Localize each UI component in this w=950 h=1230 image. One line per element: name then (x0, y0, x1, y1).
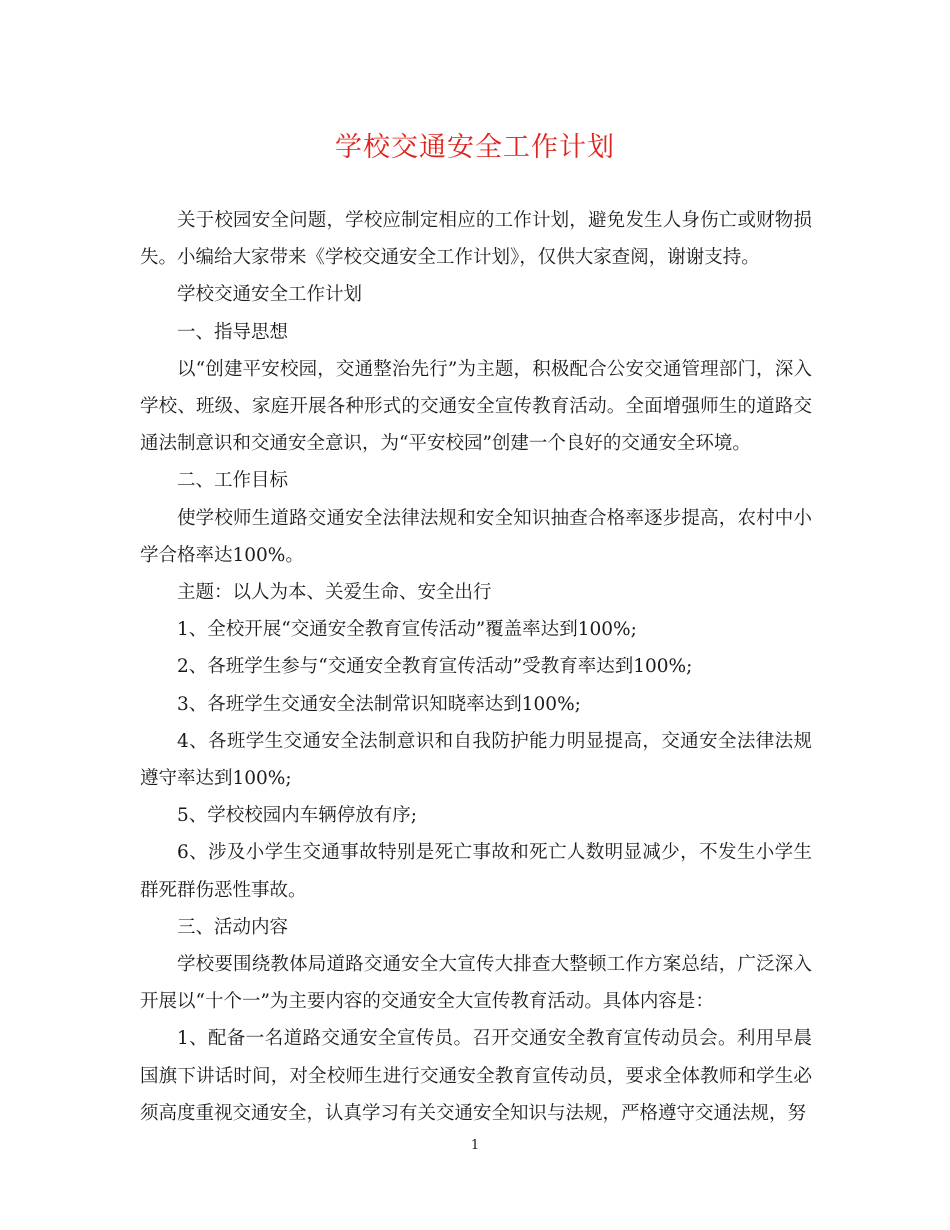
paragraph-subtitle: 学校交通安全工作计划 (177, 284, 363, 306)
section-heading-work-goals: 二、工作目标 (177, 470, 289, 492)
list-item-goal-6: 6、涉及小学生交通事故特别是死亡事故和死亡人数明显减少，不发生小学生群死群伤恶性事故。 (140, 842, 812, 901)
list-item-goal-2: 2、各班学生参与“交通安全教育宣传活动”受教育率达到100%; (177, 656, 693, 678)
list-item-activity-1: 1、配备一名道路交通安全宣传员。召开交通安全教育宣传动员会。利用早晨国旗下讲话时间，对全校师生进行交通安全教育宣传动员，要求全体教师和学生必须高度重视交通安全，认真学习有关交通安全知识与法规，严格遵守交通法规，努 (140, 1028, 812, 1124)
paragraph-guiding-ideology: 以“创建平安校园，交通整治先行”为主题，积极配合公安交通管理部门，深入学校、班级、家庭开展各种形式的交通安全宣传教育活动。全面增强师生的道路交通法制意识和交通安全意识，为“平安校园”创建一个良好的交通安全环境。 (140, 358, 812, 455)
paragraph-activities: 学校要围绕教体局道路交通安全大宣传大排查大整顿工作方案总结，广泛深入开展以“十个一”为主要内容的交通安全大宣传教育活动。具体内容是： (140, 954, 812, 1013)
document-title: 学校交通安全工作计划 (335, 132, 615, 163)
section-heading-guiding-ideology: 一、指导思想 (177, 321, 289, 343)
list-item-goal-5: 5、学校校园内车辆停放有序; (177, 805, 418, 827)
list-item-goal-3: 3、各班学生交通安全法制常识知晓率达到100%; (177, 693, 581, 715)
paragraph-work-goals: 使学校师生道路交通安全法律法规和安全知识抽查合格率逐步提高，农村中小学合格率达100%。 (140, 507, 812, 566)
paragraph-theme: 主题：以人为本、关爱生命、安全出行 (177, 582, 492, 604)
document-body (140, 202, 812, 1132)
list-item-goal-4: 4、各班学生交通安全法制意识和自我防护能力明显提高，交通安全法律法规遵守率达到100%; (140, 730, 812, 790)
list-item-goal-1: 1、全校开展“交通安全教育宣传活动”覆盖率达到100%; (177, 619, 637, 641)
page-number: 1 (470, 1138, 480, 1153)
paragraph-intro: 关于校园安全问题，学校应制定相应的工作计划，避免发生人身伤亡或财物损失。小编给大家带来《学校交通安全工作计划》，仅供大家查阅，谢谢支持。 (140, 210, 812, 269)
section-heading-activities: 三、活动内容 (177, 916, 289, 938)
